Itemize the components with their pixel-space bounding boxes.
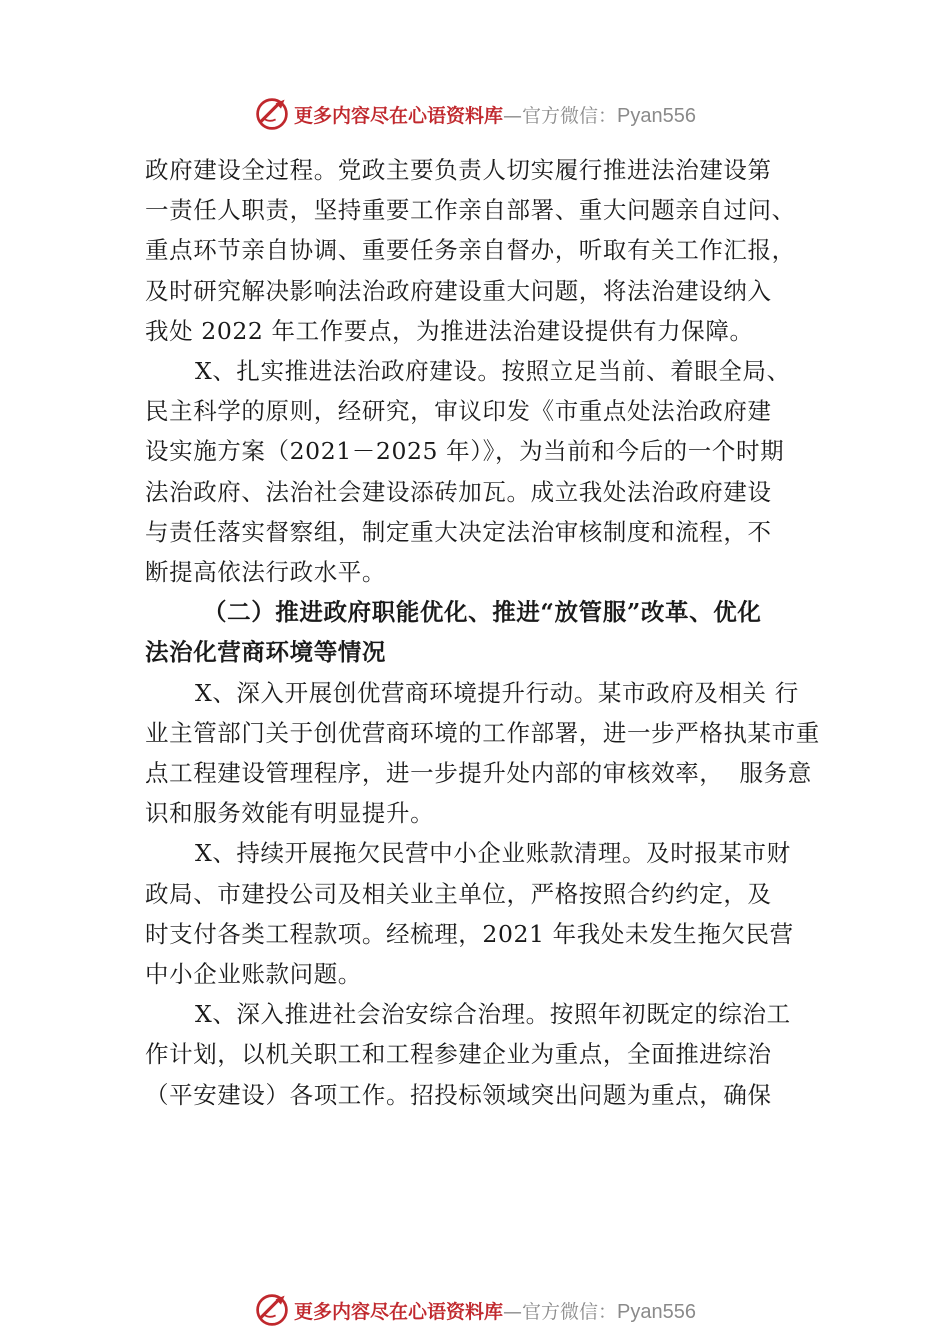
text-line: X、扎实推进法治政府建设。按照立足当前、着眼全局、 <box>195 357 791 386</box>
paragraph-5 <box>145 994 831 1115</box>
text-line: 业主管部门关于创优营商环境的工作部署，进一步严格执某市重 <box>145 718 820 747</box>
banner-official-label: 官方微信： <box>522 104 618 127</box>
text-line: 我处 2022 年工作要点，为推进法治建设提供有力保障。 <box>145 316 754 345</box>
paragraph-2 <box>145 351 831 592</box>
heading-line: （二）推进政府职能优化、推进“放管服”改革、优化 <box>203 598 762 627</box>
brand-logo-icon <box>254 96 290 132</box>
text-line: 点工程建设管理程序，进一步提升处内部的审核效率， 服务意 <box>145 759 812 788</box>
text-line: 中小企业账款问题。 <box>145 960 362 989</box>
text-line: 断提高依法行政水平。 <box>145 558 386 587</box>
text-line: （平安建设）各项工作。招投标领域突出问题为重点，确保 <box>145 1080 772 1109</box>
paragraph-4 <box>145 833 831 994</box>
text-line: 重点环节亲自协调、重要任务亲自督办，听取有关工作汇报， <box>145 236 796 265</box>
text-line: 设实施方案（2021－2025 年）》，为当前和今后的一个时期 <box>145 437 785 466</box>
text-line: 一责任人职责，坚持重要工作亲自部署、重大问题亲自过问、 <box>145 196 796 225</box>
text-line: 政局、市建投公司及相关业主单位，严格按照合约约定，及 <box>145 879 772 908</box>
banner-dash: — <box>503 104 523 127</box>
text-line: 与责任落实督察组，制定重大决定法治审核制度和流程，不 <box>145 517 772 546</box>
paragraph-1 <box>145 150 831 351</box>
banner-wechat-id: Pyan556 <box>617 104 696 127</box>
paragraph-3 <box>145 673 831 834</box>
text-line: 及时研究解决影响法治政府建设重大问题，将法治建设纳入 <box>145 276 772 305</box>
text-line: 时支付各类工程款项。经梳理，2021 年我处未发生拖欠民营 <box>145 919 794 948</box>
banner-wechat-id: Pyan556 <box>617 1300 696 1323</box>
heading-line: 法治化营商环境等情况 <box>145 638 386 667</box>
text-line: 作计划，以机关职工和工程参建企业为重点，全面推进综治 <box>145 1040 772 1069</box>
text-line: 法治政府、法治社会建设添砖加瓦。成立我处法治政府建设 <box>145 477 772 506</box>
banner-highlight: 更多内容尽在心语资料库 <box>294 1300 504 1323</box>
text-line: X、持续开展拖欠民营中小企业账款清理。及时报某市财 <box>195 839 791 868</box>
section-heading <box>145 592 831 672</box>
banner-dash: — <box>503 1300 523 1323</box>
footer-banner <box>0 1290 950 1330</box>
text-line: X、深入开展创优营商环境提升行动。某市政府及相关 行 <box>195 678 799 707</box>
brand-logo-icon <box>254 1292 290 1328</box>
header-banner <box>0 94 950 134</box>
text-line: X、深入推进社会治安综合治理。按照年初既定的综治工 <box>195 1000 791 1029</box>
text-line: 民主科学的原则，经研究，审议印发《市重点处法治政府建 <box>145 397 772 426</box>
document-body <box>145 150 831 1115</box>
banner-official-label: 官方微信： <box>522 1300 618 1323</box>
text-line: 识和服务效能有明显提升。 <box>145 799 435 828</box>
text-line: 政府建设全过程。党政主要负责人切实履行推进法治建设第 <box>145 156 772 184</box>
banner-highlight: 更多内容尽在心语资料库 <box>294 104 504 127</box>
